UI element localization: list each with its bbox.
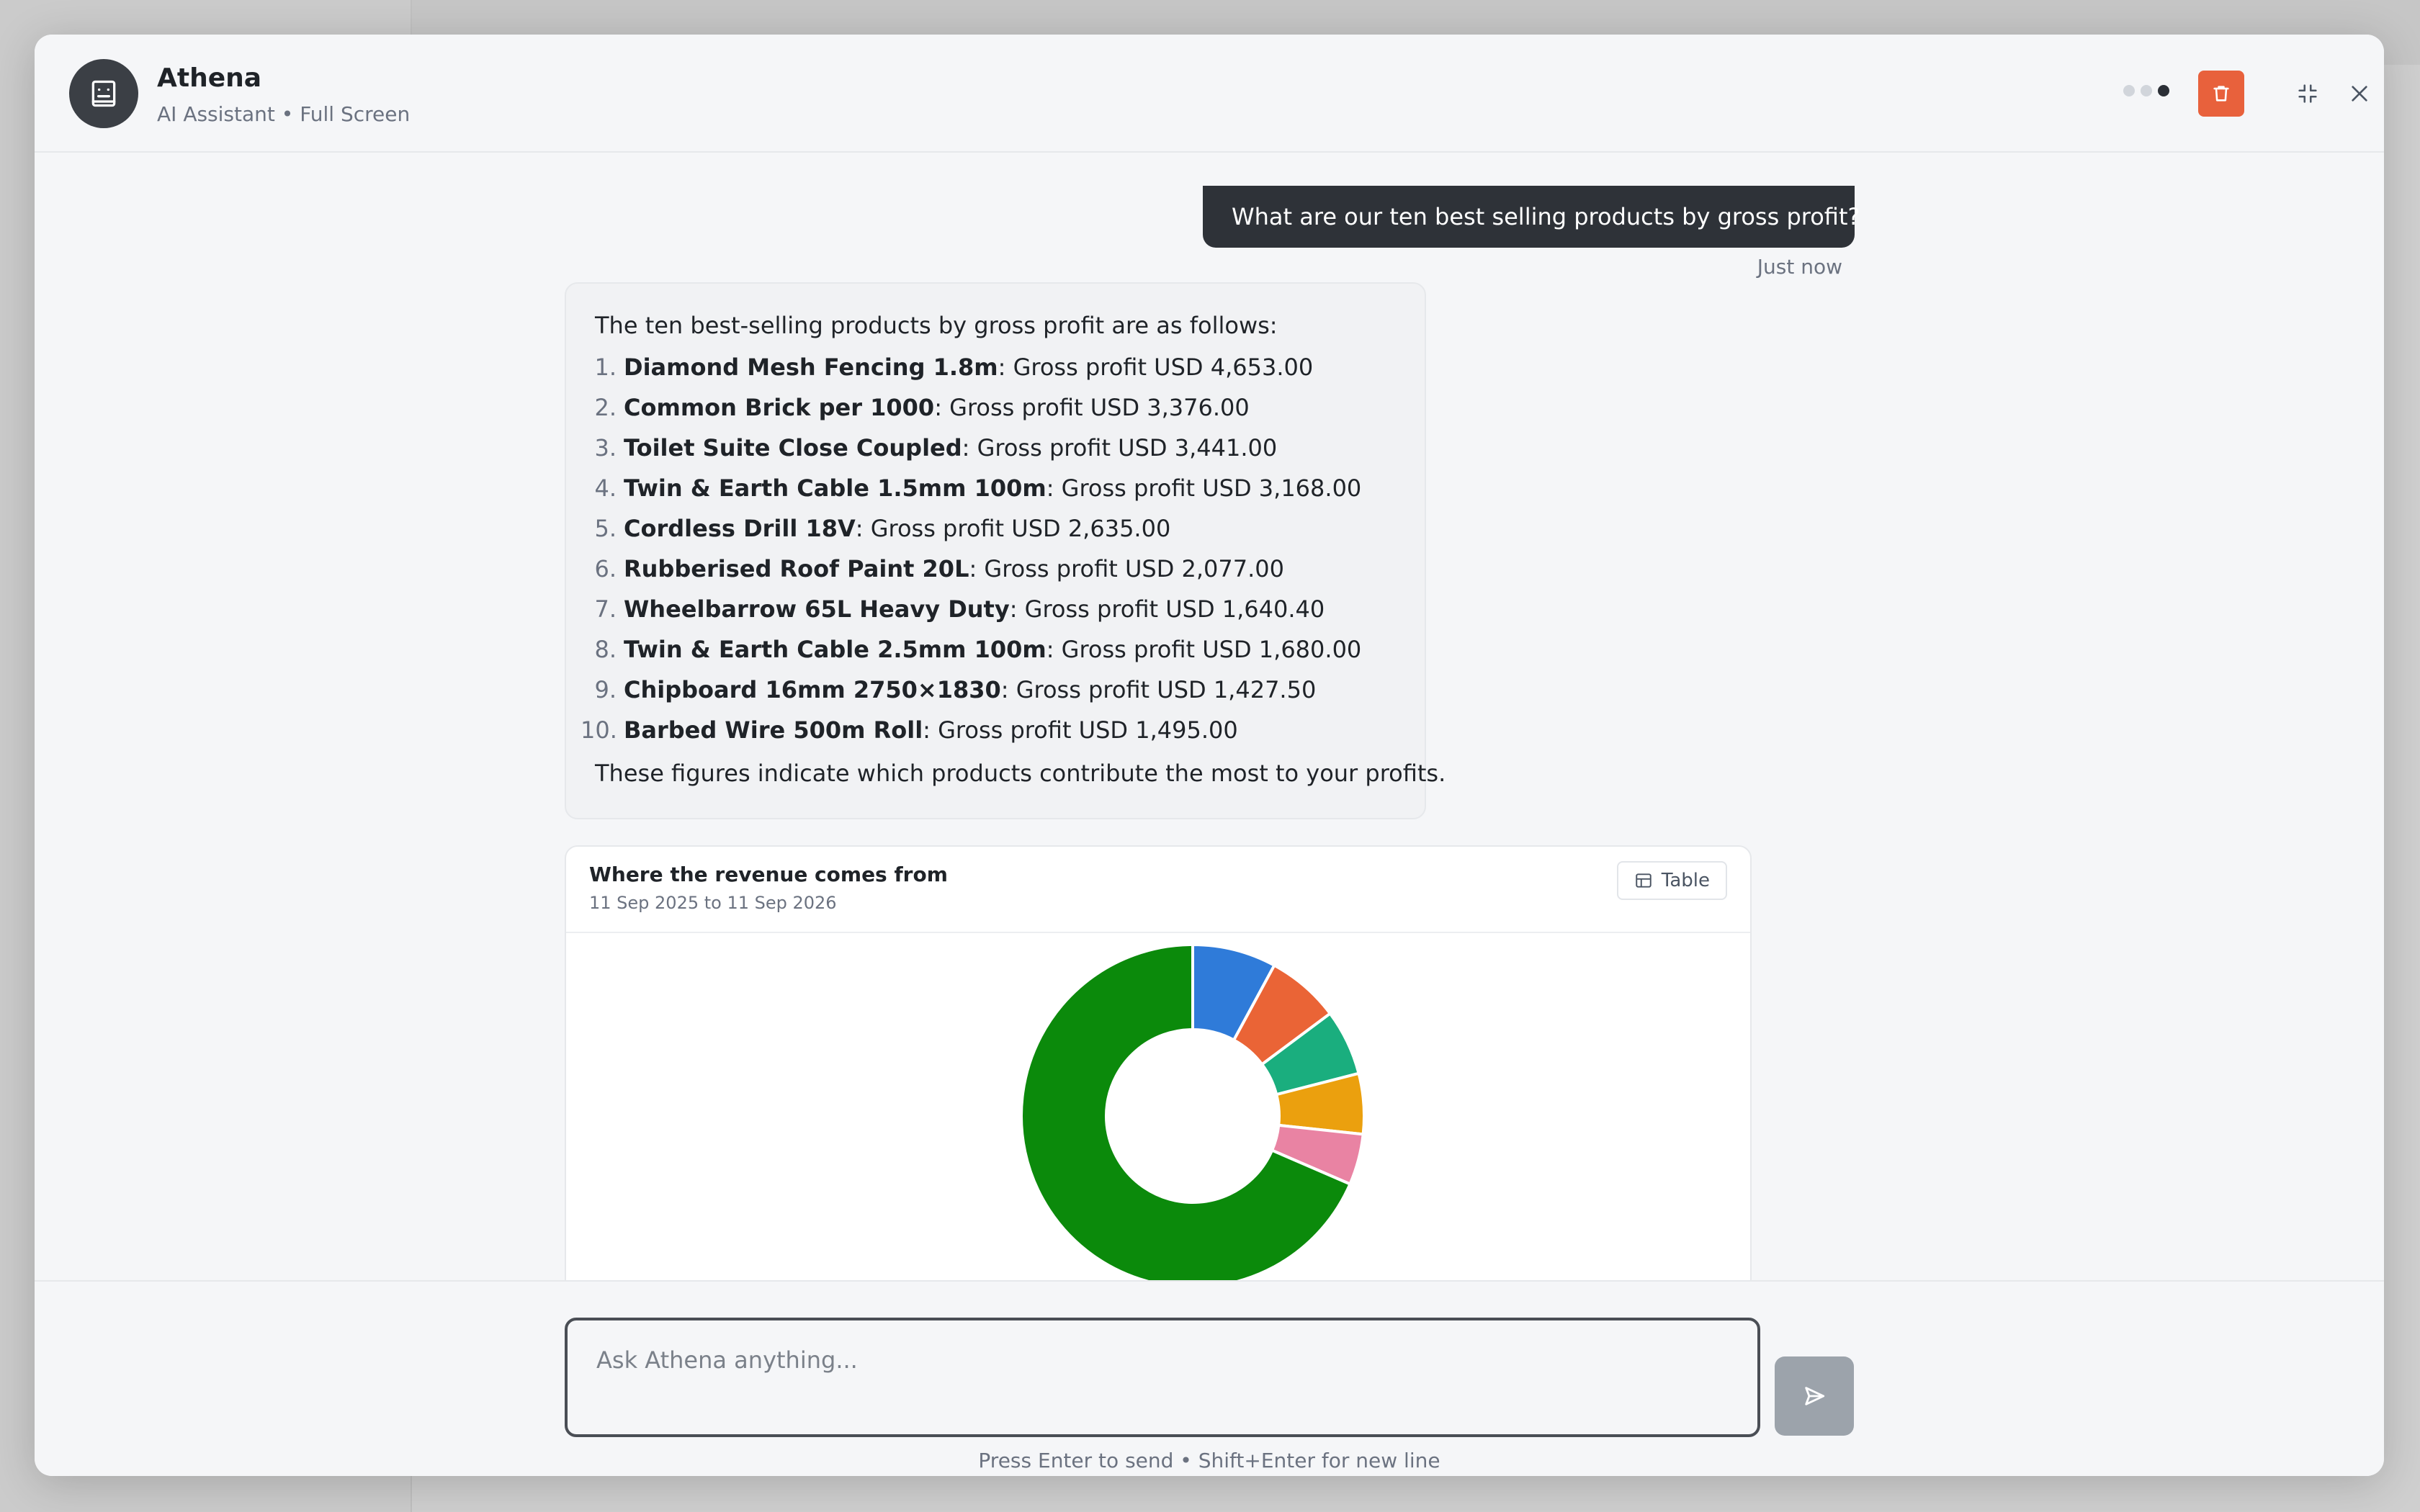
product-name: Barbed Wire 500m Roll: [624, 716, 923, 744]
answer-list-item: [595, 589, 1396, 629]
product-name: Chipboard 16mm 2750×1830: [624, 676, 1001, 703]
answer-list-item: [581, 710, 1396, 750]
clear-chat-button[interactable]: [2198, 71, 2244, 117]
answer-list-item: [595, 670, 1396, 710]
product-gross-profit: : Gross profit USD 2,635.00: [855, 515, 1171, 542]
product-name: Cordless Drill 18V: [624, 515, 856, 542]
list-item-number: 4.: [594, 474, 617, 502]
trash-icon: [2211, 84, 2231, 104]
avatar: [69, 59, 138, 128]
product-gross-profit: : Gross profit USD 2,077.00: [969, 555, 1285, 582]
app-subtitle: AI Assistant • Full Screen: [157, 102, 411, 126]
list-item-number: 1.: [594, 354, 617, 381]
product-name: Twin & Earth Cable 1.5mm 100m: [624, 474, 1047, 502]
message-input[interactable]: [565, 1318, 1760, 1437]
product-name: Twin & Earth Cable 2.5mm 100m: [624, 636, 1047, 663]
answer-list: [581, 347, 1396, 750]
product-gross-profit: : Gross profit USD 1,680.00: [1046, 636, 1362, 663]
status-dot-active: [2158, 85, 2169, 96]
chart-header: [566, 847, 1750, 933]
status-dots: [2123, 85, 2169, 96]
list-item-number: 10.: [581, 716, 617, 744]
revenue-chart-card: [565, 845, 1752, 1280]
composer-hint: Press Enter to send • Shift+Enter for new line: [978, 1449, 1440, 1472]
product-name: Rubberised Roof Paint 20L: [624, 555, 969, 582]
product-gross-profit: : Gross profit USD 1,427.50: [1000, 676, 1317, 703]
answer-list-item: [595, 629, 1396, 670]
table-button-label: Table: [1661, 870, 1710, 891]
assistant-modal: [35, 35, 2384, 1476]
close-icon: [2348, 82, 2371, 105]
status-dot: [2123, 85, 2135, 96]
product-gross-profit: : Gross profit USD 4,653.00: [998, 354, 1314, 381]
list-item-number: 5.: [594, 515, 617, 542]
modal-header: [35, 35, 2384, 153]
send-icon: [1802, 1384, 1827, 1408]
list-item-number: 6.: [594, 555, 617, 582]
product-gross-profit: : Gross profit USD 3,441.00: [962, 434, 1278, 462]
status-dot: [2141, 85, 2152, 96]
answer-list-item: [595, 428, 1396, 468]
donut-chart: [566, 932, 1750, 1280]
app-title: Athena: [157, 63, 262, 93]
answer-list-item: [595, 387, 1396, 428]
product-name: Wheelbarrow 65L Heavy Duty: [624, 595, 1010, 623]
product-name: Common Brick per 1000: [624, 394, 935, 421]
table-view-button[interactable]: [1617, 861, 1727, 900]
minimize-button[interactable]: [2285, 71, 2331, 117]
answer-list-item: [595, 468, 1396, 508]
product-name: Diamond Mesh Fencing 1.8m: [624, 354, 998, 381]
list-item-number: 8.: [594, 636, 617, 663]
user-message: What are our ten best selling products by gross profit?: [1203, 186, 1855, 248]
send-button[interactable]: [1775, 1356, 1854, 1436]
chart-title: Where the revenue comes from: [589, 863, 948, 886]
assistant-message: [565, 282, 1446, 819]
chart-date-range: 11 Sep 2025 to 11 Sep 2026: [589, 893, 837, 913]
composer-area: [35, 1280, 2384, 1476]
list-item-number: 2.: [594, 394, 617, 421]
product-gross-profit: : Gross profit USD 3,168.00: [1046, 474, 1362, 502]
answer-list-item: [595, 508, 1396, 549]
answer-intro: The ten best-selling products by gross profit are as follows:: [595, 312, 1278, 339]
answer-outro: These figures indicate which products contribute the most to your profits.: [595, 760, 1446, 787]
conversation-area[interactable]: [35, 151, 2384, 1280]
message-timestamp: Just now: [1757, 255, 1842, 279]
list-item-number: 3.: [594, 434, 617, 462]
product-name: Toilet Suite Close Coupled: [624, 434, 962, 462]
table-icon: [1634, 871, 1653, 890]
product-gross-profit: : Gross profit USD 1,640.40: [1009, 595, 1325, 623]
close-button[interactable]: [2336, 71, 2383, 117]
product-gross-profit: : Gross profit USD 3,376.00: [934, 394, 1250, 421]
robot-face-icon: [88, 78, 120, 109]
collapse-icon: [2295, 81, 2320, 106]
product-gross-profit: : Gross profit USD 1,495.00: [923, 716, 1238, 744]
answer-list-item: [595, 347, 1396, 387]
list-item-number: 9.: [594, 676, 617, 703]
list-item-number: 7.: [594, 595, 617, 623]
answer-list-item: [595, 549, 1396, 589]
